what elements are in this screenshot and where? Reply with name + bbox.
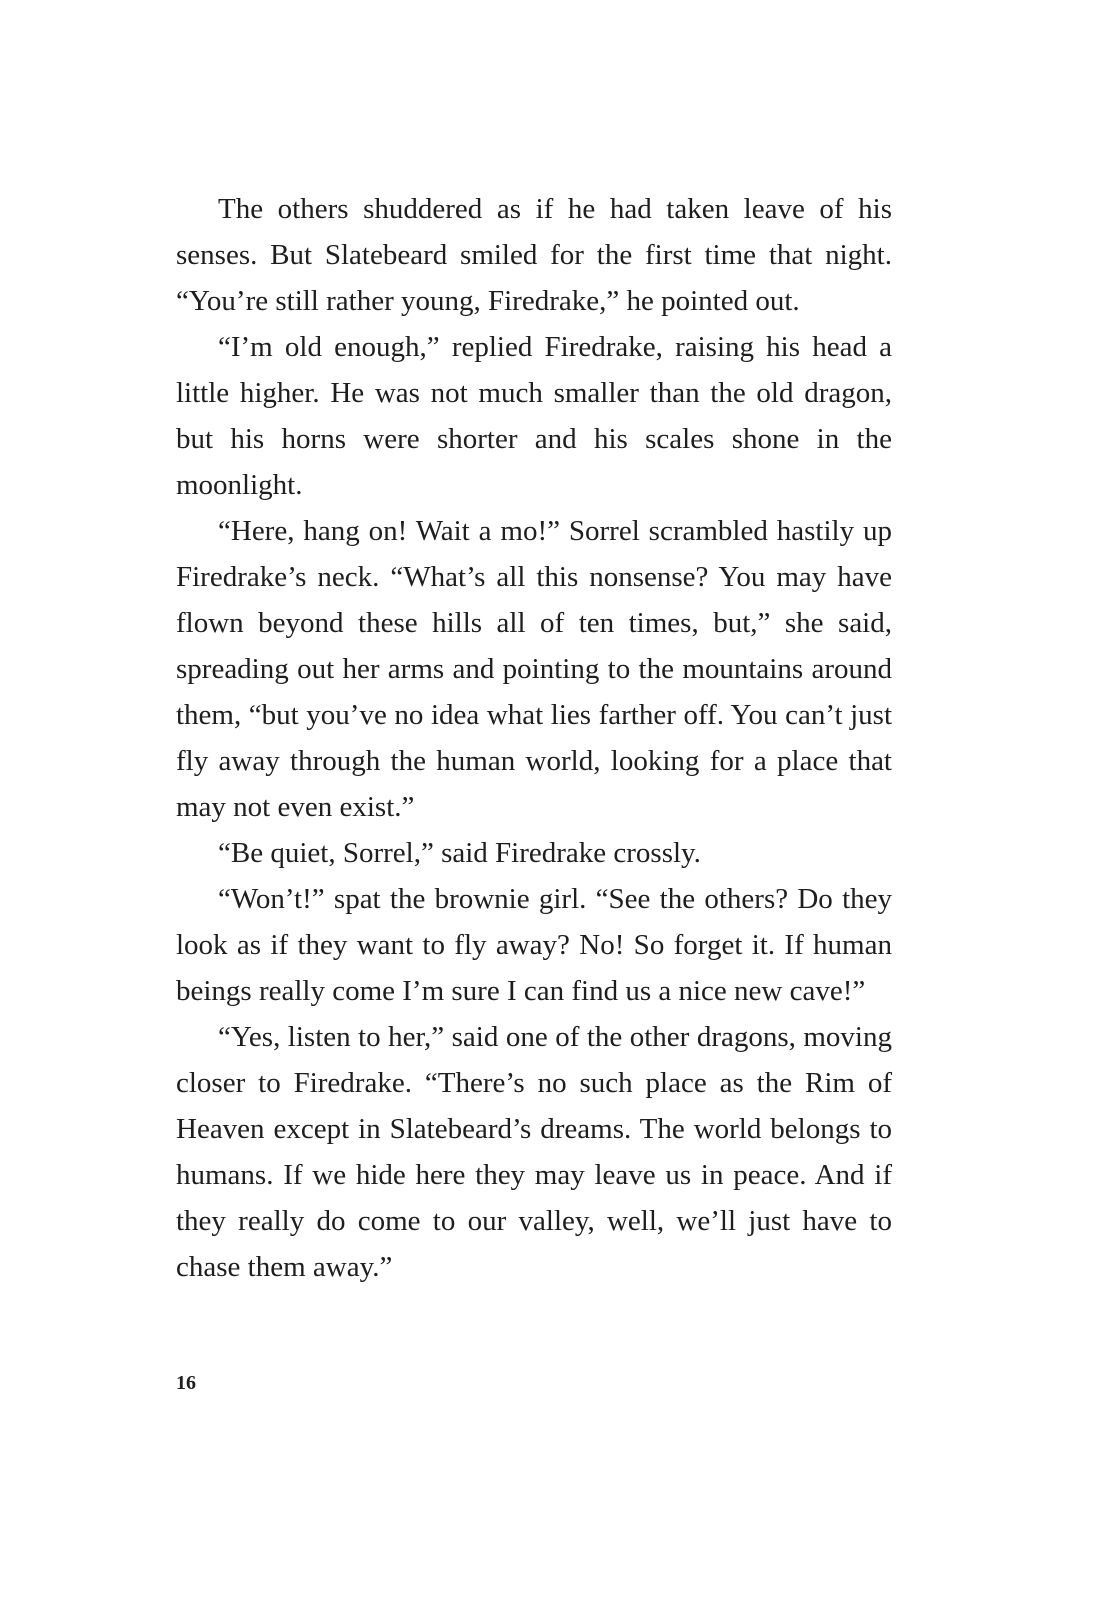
body-text bbox=[176, 186, 892, 1290]
paragraph: “Won’t!” spat the brownie girl. “See the others? Do they look as if they want to fly away? No! So forget it. If human beings really come I’m sure I can find us a nice new cave!” bbox=[176, 883, 892, 1007]
paragraph: “I’m old enough,” replied Firedrake, raising his head a little higher. He was not much smaller than the old dragon, but his horns were shorter and his scales shone in the moonlight. bbox=[176, 331, 892, 501]
paragraph: The others shuddered as if he had taken leave of his senses. But Slatebeard smiled for the first time that night. “You’re still rather young, Firedrake,” he pointed out. bbox=[176, 193, 892, 317]
paragraph: “Here, hang on! Wait a mo!” Sorrel scrambled hastily up Firedrake’s neck. “What’s all this nonsense? You may have flown beyond these hills all of ten times, but,” she said, spreading out her arms and pointing to the mountains around them, “but you’ve no idea what lies farther off. You can’t just fly away through the human world, looking for a place that may not even exist.” bbox=[176, 515, 892, 823]
paragraph: “Be quiet, Sorrel,” said Firedrake crossly. bbox=[218, 837, 701, 869]
page-number: 16 bbox=[176, 1372, 196, 1394]
paragraph: “Yes, listen to her,” said one of the other dragons, moving closer to Firedrake. “There’s no such place as the Rim of Heaven except in Slatebeard’s dreams. The world belongs to humans. If we hide here they may leave us in peace. And if they really do come to our valley, well, we’ll just have to chase them away.” bbox=[176, 1021, 892, 1283]
